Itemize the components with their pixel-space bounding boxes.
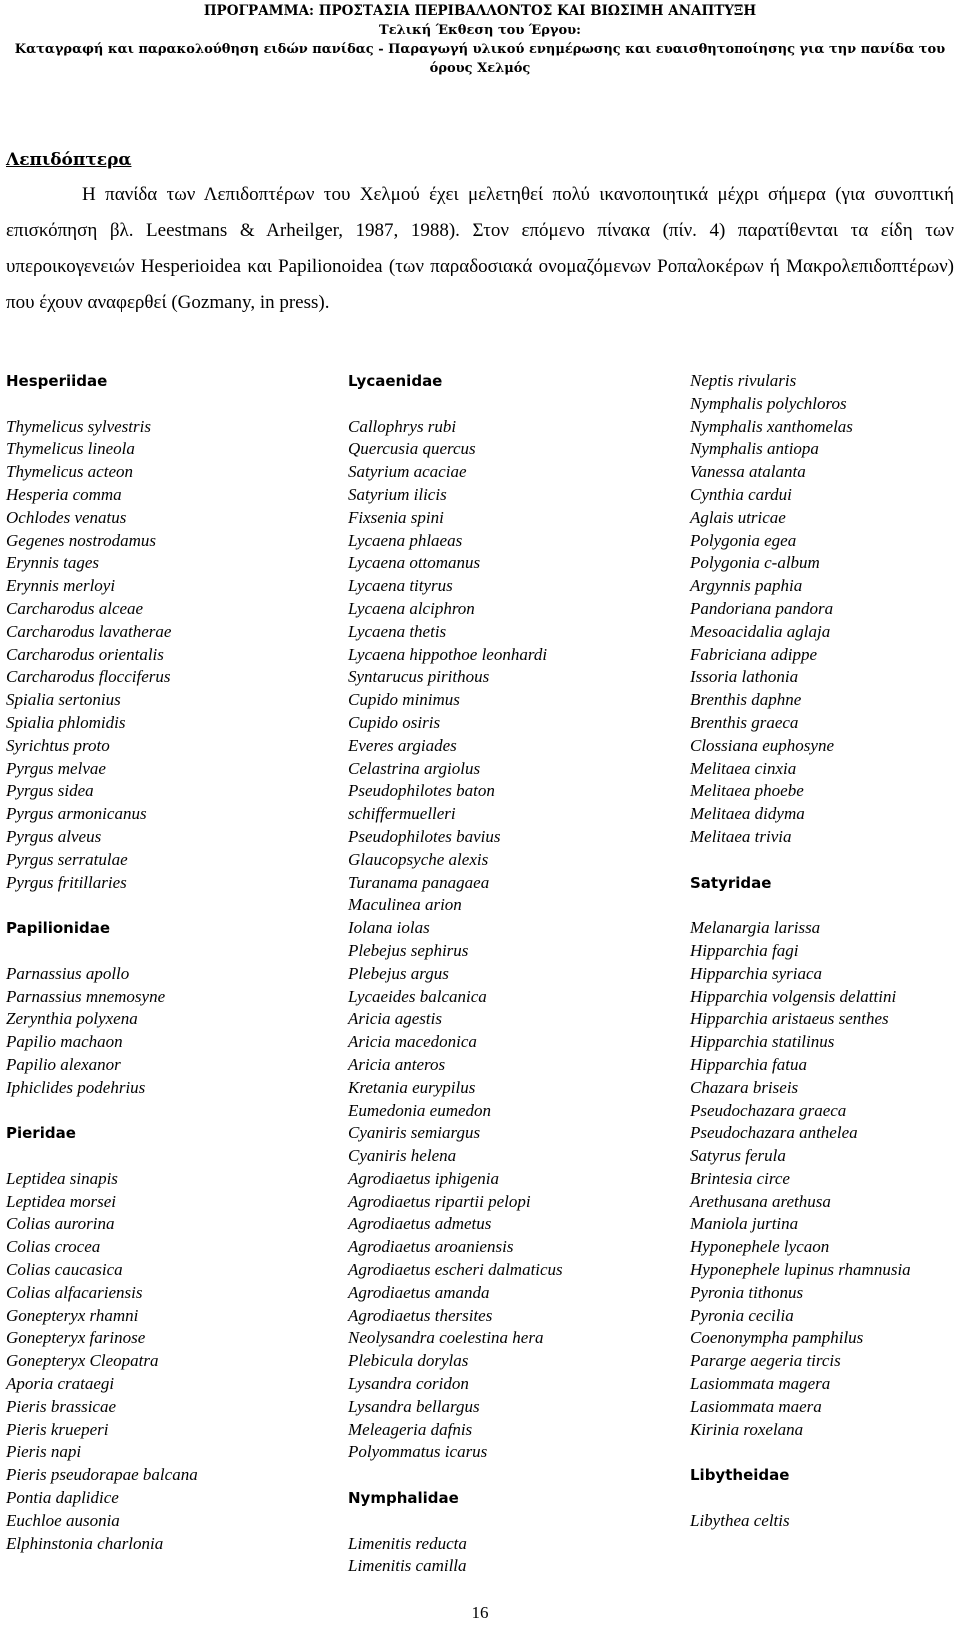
species-name: Syntarucus pirithous: [348, 667, 490, 687]
species-name: Plebicula dorylas: [348, 1351, 469, 1371]
species-name: Lycaena alciphron: [348, 598, 475, 618]
species-name: Issoria lathonia: [690, 667, 799, 687]
species-name: Libythea celtis: [690, 1510, 790, 1530]
species-name: Lysandra coridon: [348, 1374, 469, 1394]
species-name: Gonepteryx Cleopatra: [6, 1351, 159, 1371]
species-name: Spialia phlomidis: [6, 712, 126, 732]
species-name: Plebejus argus: [348, 963, 449, 983]
spacer: [690, 849, 955, 872]
species-name: Cyaniris semiargus: [348, 1123, 481, 1143]
species-name: Pyronia cecilia: [690, 1305, 794, 1325]
species-name: Polygonia c-album: [690, 553, 820, 573]
species-name: Hipparchia syriaca: [690, 963, 823, 983]
species-column-1: [6, 370, 336, 1555]
species-name: Satyrium acaciae: [348, 462, 467, 482]
species-name: Colias aurorina: [6, 1214, 115, 1234]
species-name: Agrodiaetus ripartii pelopi: [348, 1191, 531, 1211]
species-name: Hipparchia fatua: [690, 1054, 807, 1074]
species-name: Turanama panagaea: [348, 872, 490, 892]
species-name: Thymelicus lineola: [6, 439, 135, 459]
species-name: Agrodiaetus iphigenia: [348, 1168, 499, 1188]
species-name: Leptidea sinapis: [6, 1168, 118, 1188]
species-name: Celastrina argiolus: [348, 758, 481, 778]
species-name: Hipparchia aristaeus senthes: [690, 1009, 889, 1029]
page-number: 16: [471, 1603, 489, 1622]
species-column-2: [348, 370, 678, 1578]
species-name: Pandoriana pandora: [690, 598, 834, 618]
species-name: Ochlodes venatus: [6, 507, 127, 527]
species-name: Parnassius mnemosyne: [6, 986, 166, 1006]
family-heading: Satyridae: [690, 873, 772, 892]
species-name: Lycaena hippothoe leonhardi: [348, 644, 548, 664]
species-name: Neolysandra coelestina hera: [348, 1328, 544, 1348]
species-name: Hesperia comma: [6, 484, 122, 504]
species-name: Parnassius apollo: [6, 963, 130, 983]
species-name: Pyrgus fritillaries: [6, 872, 127, 892]
species-name: Hipparchia statilinus: [690, 1032, 835, 1052]
family-heading: Hesperiidae: [6, 372, 108, 390]
species-name: Lasiommata magera: [690, 1374, 831, 1394]
species-name: Lycaena ottomanus: [348, 553, 481, 573]
species-name: Zerynthia polyxena: [6, 1009, 138, 1029]
species-name: Thymelicus sylvestris: [6, 416, 151, 436]
family-heading: Papilionidae: [6, 919, 111, 938]
species-name: Lycaena phlaeas: [348, 530, 463, 550]
document-header: [0, 0, 960, 78]
species-name: Polyommatus icarus: [348, 1442, 488, 1462]
species-name: Nymphalis antiopa: [690, 439, 819, 459]
species-name: Melitaea cinxia: [690, 758, 797, 778]
species-name: Colias alfacariensis: [6, 1282, 143, 1302]
species-name: Carcharodus orientalis: [6, 644, 164, 664]
species-name: Nymphalis polychloros: [690, 393, 847, 413]
species-name: Pyronia tithonus: [690, 1282, 804, 1302]
species-name: Neptis rivularis: [690, 371, 797, 390]
spacer: [690, 894, 955, 917]
species-name: Aricia agestis: [348, 1009, 442, 1029]
species-name: Pieris krueperi: [6, 1419, 109, 1439]
species-name: Chazara briseis: [690, 1077, 799, 1097]
species-name: Fixsenia spini: [348, 507, 444, 527]
species-name: Maculinea arion: [348, 895, 462, 915]
species-name: Coenonympha pamphilus: [690, 1328, 864, 1348]
species-name: Cyaniris helena: [348, 1146, 457, 1166]
species-name: Brintesia circe: [690, 1168, 790, 1188]
spacer: [690, 1487, 955, 1510]
species-name: Glaucopsyche alexis: [348, 849, 489, 869]
species-name: Lycaeides balcanica: [348, 986, 487, 1006]
species-name: Papilio machaon: [6, 1032, 123, 1052]
species-name: Callophrys rubi: [348, 416, 457, 436]
species-name: Arethusana arethusa: [690, 1191, 831, 1211]
species-name: Aricia anteros: [348, 1054, 446, 1074]
species-name: Pontia daplidice: [6, 1488, 119, 1508]
species-name: Brenthis daphne: [690, 690, 802, 710]
species-name: Iolana iolas: [348, 918, 430, 938]
species-name: Pyrgus armonicanus: [6, 804, 147, 824]
species-name: Carcharodus alceae: [6, 598, 144, 618]
family-heading: Lycaenidae: [348, 372, 443, 390]
section-title: Λεπιδόπτερα: [6, 150, 132, 170]
species-name: Melanargia larissa: [690, 918, 821, 938]
species-name: Carcharodus flocciferus: [6, 667, 171, 687]
species-name: Hyponephele lycaon: [690, 1237, 830, 1257]
family-heading: Nymphalidae: [348, 1489, 459, 1508]
species-name: Colias caucasica: [6, 1260, 123, 1280]
family-heading: Pieridae: [6, 1124, 76, 1143]
spacer: [348, 1464, 678, 1487]
species-name: Melitaea trivia: [690, 826, 792, 846]
spacer: [348, 393, 678, 416]
species-name: Iphiclides podehrius: [6, 1077, 146, 1097]
species-name: Agrodiaetus amanda: [348, 1282, 490, 1302]
species-name: Aricia macedonica: [348, 1032, 477, 1052]
species-name: Agrodiaetus aroaniensis: [348, 1237, 514, 1257]
species-name: Cupido minimus: [348, 690, 460, 710]
species-name: Kretania eurypilus: [348, 1077, 476, 1097]
species-name: Polygonia egea: [690, 530, 797, 550]
species-name: Pararge aegeria tircis: [690, 1351, 841, 1371]
species-name: Pseudophilotes baton: [348, 781, 495, 801]
species-name: Gegenes nostrodamus: [6, 530, 156, 550]
species-name: Lasiommata maera: [690, 1396, 822, 1416]
species-name: Pyrgus sidea: [6, 781, 94, 801]
species-name: Maniola jurtina: [690, 1214, 799, 1234]
species-name: Syrichtus proto: [6, 735, 110, 755]
species-name: Gonepteryx farinose: [6, 1328, 146, 1348]
species-name: Meleageria dafnis: [348, 1419, 473, 1439]
spacer: [6, 894, 336, 917]
species-name: Satyrium ilicis: [348, 484, 447, 504]
species-name: Hipparchia fagi: [690, 940, 799, 960]
header-project-line: Καταγραφή και παρακολούθηση ειδών πανίδας - Παραγωγή υλικού ενημέρωσης και ευαισθητοποίησης για την πανίδα του: [14, 42, 946, 57]
species-name: Satyrus ferula: [690, 1146, 786, 1166]
species-name: Cynthia cardui: [690, 484, 792, 504]
family-heading: Libytheidae: [690, 1466, 790, 1485]
header-report-line: Τελική Έκθεση του Έργου:: [379, 23, 581, 38]
species-name: Papilio alexanor: [6, 1054, 121, 1074]
spacer: [6, 940, 336, 963]
species-name: Lysandra bellargus: [348, 1396, 480, 1416]
spacer: [690, 1441, 955, 1464]
species-name: Brenthis graeca: [690, 712, 799, 732]
species-name: Pieris pseudorapae balcana: [6, 1465, 198, 1485]
species-name: Pieris brassicae: [6, 1396, 117, 1416]
species-name: Pseudochazara anthelea: [690, 1123, 858, 1143]
intro-paragraph-block: [6, 177, 954, 321]
species-name: Pyrgus serratulae: [6, 849, 128, 869]
species-name: Agrodiaetus thersites: [348, 1305, 493, 1325]
species-name: Pyrgus alveus: [6, 826, 102, 846]
spacer: [6, 1100, 336, 1123]
header-program-line: ΠΡΟΓΡΑΜΜΑ: ΠΡΟΣΤΑΣΙΑ ΠΕΡΙΒΑΛΛΟΝΤΟΣ ΚΑΙ ΒΙΩΣΙΜΗ ΑΝΑΠΤΥΞΗ: [203, 3, 757, 19]
species-name: Eumedonia eumedon: [348, 1100, 492, 1120]
species-name: Hyponephele lupinus rhamnusia: [690, 1260, 911, 1280]
species-name: Kirinia roxelana: [690, 1419, 804, 1439]
species-name: Elphinstonia charlonia: [6, 1533, 164, 1553]
species-name: Mesoacidalia aglaja: [690, 621, 831, 641]
species-name: Lycaena thetis: [348, 621, 447, 641]
species-name: Vanessa atalanta: [690, 462, 806, 482]
species-column-3: [690, 370, 955, 1533]
species-name: Argynnis paphia: [690, 576, 803, 596]
species-name: Hipparchia volgensis delattini: [690, 986, 897, 1006]
species-name: Fabriciana adippe: [690, 644, 818, 664]
species-name: Melitaea phoebe: [690, 781, 804, 801]
species-name: Cupido osiris: [348, 712, 441, 732]
species-name: Clossiana euphosyne: [690, 735, 835, 755]
species-name: Euchloe ausonia: [6, 1510, 120, 1530]
species-name: Pieris napi: [6, 1442, 82, 1462]
species-name: Limenitis reducta: [348, 1533, 467, 1553]
species-name: Aglais utricae: [690, 507, 786, 527]
species-name: Pseudochazara graeca: [690, 1100, 847, 1120]
spacer: [348, 1510, 678, 1533]
species-name: Erynnis tages: [6, 553, 100, 573]
species-name: schiffermuelleri: [348, 804, 456, 824]
species-name: Colias crocea: [6, 1237, 101, 1257]
intro-paragraph: Η πανίδα των Λεπιδοπτέρων του Χελμού έχει μελετηθεί πολύ ικανοποιητικά μέχρι σήμερα (για συνοπτική επισκόπηση βλ. Leestmans & Arheilger, 1987, 1988). Στον επόμενο πίνακα (πίν. 4) παρατίθενται τα είδη των υπεροικογενειών Hesperioidea και Papilionoidea (των παραδοσιακά ονομαζόμενων Ροπαλοκέρων ή Μακρολεπιδοπτέρων) που έχουν αναφερθεί (Gozmany, in press).: [6, 184, 954, 313]
species-name: Pyrgus melvae: [6, 758, 106, 778]
species-name: Agrodiaetus escheri dalmaticus: [348, 1260, 563, 1280]
species-name: Plebejus sephirus: [348, 940, 469, 960]
species-name: Nymphalis xanthomelas: [690, 416, 853, 436]
header-project-line-cont: όρους Χελμός: [429, 61, 531, 76]
species-name: Carcharodus lavatherae: [6, 621, 172, 641]
species-name: Melitaea didyma: [690, 804, 805, 824]
species-name: Lycaena tityrus: [348, 576, 453, 596]
species-name: Gonepteryx rhamni: [6, 1305, 139, 1325]
species-name: Pseudophilotes bavius: [348, 826, 501, 846]
species-name: Limenitis camilla: [348, 1556, 467, 1576]
species-name: Quercusia quercus: [348, 439, 476, 459]
spacer: [6, 393, 336, 416]
species-name: Aporia crataegi: [6, 1374, 115, 1394]
species-name: Erynnis merloyi: [6, 576, 116, 596]
species-name: Thymelicus acteon: [6, 462, 133, 482]
species-name: Spialia sertonius: [6, 690, 121, 710]
species-name: Leptidea morsei: [6, 1191, 117, 1211]
species-name: Everes argiades: [348, 735, 457, 755]
species-name: Agrodiaetus admetus: [348, 1214, 492, 1234]
spacer: [6, 1145, 336, 1168]
